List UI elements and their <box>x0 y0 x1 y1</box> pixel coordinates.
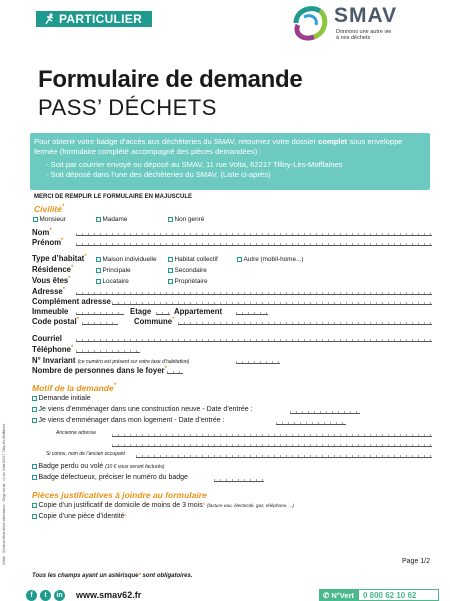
option-mon-logement[interactable]: Je viens d’emménager dans mon logement - Date d’entrée : <box>32 417 225 424</box>
invariant-field[interactable] <box>236 358 280 364</box>
nom-field[interactable] <box>76 230 432 236</box>
twitter-icon[interactable]: t <box>40 590 51 601</box>
website-link[interactable]: www.smav62.fr <box>76 590 142 600</box>
adresse-field[interactable] <box>76 289 432 295</box>
checkbox[interactable] <box>96 257 101 262</box>
social-links <box>26 590 65 601</box>
complement-label: Complément adresse <box>32 297 111 306</box>
checkbox[interactable] <box>96 268 101 273</box>
option-monsieur[interactable]: Monsieur <box>33 216 66 223</box>
sidebar-legal-text: SMAV · Syndicat Mixte Artois Valorisation · Siège social : 11 rue Volta 62217 Tilloy-lès-Mofflaines <box>2 423 6 565</box>
checkbox[interactable] <box>96 279 101 284</box>
complement-field[interactable] <box>112 299 432 305</box>
section-pieces: Pièces justificatives à joindre au formulaire <box>32 490 207 500</box>
checkbox[interactable] <box>32 475 37 480</box>
date-construction-field[interactable] <box>290 408 360 414</box>
logo-word: SMAV <box>334 4 398 27</box>
option-badge-defectueux[interactable]: Badge défectueux, préciser le numéro du badge <box>32 474 188 481</box>
telephone-field[interactable] <box>76 347 140 353</box>
numero-vert-label: ✆ N°Vert <box>319 589 358 601</box>
ancien-occupant-label: Si connu, nom de l’ancien occupant <box>46 451 125 457</box>
residence-label: Résidence* <box>32 265 74 274</box>
option-principale[interactable]: Principale <box>96 267 131 274</box>
option-proprietaire[interactable]: Propriétaire <box>168 278 208 285</box>
option-piece-identite[interactable]: Copie d’une pièce d’identité * <box>32 513 127 520</box>
linkedin-icon[interactable]: in <box>54 590 65 601</box>
option-construction-neuve[interactable]: Je viens d’emménager dans une construction neuve - Date d’entrée : <box>32 406 253 413</box>
etage-field[interactable] <box>156 309 170 315</box>
required-note: Tous les champs ayant un astérisque* sont obligatoires. <box>32 573 193 579</box>
date-logement-field[interactable] <box>276 419 346 425</box>
prenom-label: Prénom* <box>32 238 64 247</box>
option-secondaire[interactable]: Secondaire <box>168 267 207 274</box>
immeuble-field[interactable] <box>76 309 124 315</box>
numero-vert-number: 0 800 62 10 62 <box>358 589 439 601</box>
checkbox[interactable] <box>33 217 38 222</box>
checkbox[interactable] <box>168 217 173 222</box>
checkbox[interactable] <box>32 418 37 423</box>
ancien-occupant-field[interactable] <box>136 452 432 458</box>
courriel-label: Courriel <box>32 334 62 343</box>
page-number: Page 1/2 <box>402 558 431 565</box>
option-non-genre[interactable]: Non genré <box>168 216 204 223</box>
habitat-label: Type d’habitat* <box>32 254 87 263</box>
facebook-icon[interactable]: f <box>26 590 37 601</box>
checkbox[interactable] <box>237 257 242 262</box>
page-subtitle: PASS’ DÉCHETS <box>38 95 217 120</box>
page-title: Formulaire de demande <box>38 66 303 93</box>
prenom-field[interactable] <box>76 240 432 246</box>
smav-logo <box>290 3 440 43</box>
code-postal-field[interactable] <box>82 319 118 325</box>
form-instruction: MERCI DE REMPLIR LE FORMULAIRE EN MAJUSCULE <box>34 194 193 200</box>
ancienne-adresse-label: Ancienne adresse <box>56 430 97 436</box>
ancienne-adresse-field[interactable] <box>112 431 432 437</box>
invariant-note: (ce numéro est présent sur votre taxe d’habitation) <box>77 359 190 365</box>
invariant-label: N° Invariant (ce numéro est présent sur votre taxe d’habitation) <box>32 356 190 365</box>
ancienne-adresse-field-2[interactable] <box>112 441 432 447</box>
checkbox[interactable] <box>32 464 37 469</box>
section-motif: Motif de la demande* <box>32 383 117 393</box>
section-civilite: Civilité* <box>34 204 65 214</box>
option-maison[interactable]: Maison individuelle <box>96 256 157 263</box>
appartement-label: Appartement <box>174 307 223 316</box>
etage-label: Etage <box>130 307 152 316</box>
vous-etes-label: Vous êtes* <box>32 276 71 285</box>
option-autre[interactable]: Autre (mobil-home...) <box>237 256 304 263</box>
phone-icon: ✆ <box>323 590 330 600</box>
info-bullet: - Soit par courrier envoyé ou déposé au SMAV, 11 rue Volta, 62217 Tilloy-Lès-Mofflaines <box>46 160 424 170</box>
checkbox[interactable] <box>168 279 173 284</box>
option-badge-perdu[interactable]: Badge perdu ou volé (10 € vous seront facturés) <box>32 463 165 470</box>
smav-swirl-icon <box>290 3 332 43</box>
numero-vert[interactable] <box>319 589 439 601</box>
checkbox[interactable] <box>96 217 101 222</box>
person-running-icon <box>42 13 56 25</box>
commune-field[interactable] <box>178 319 432 325</box>
checkbox[interactable] <box>32 407 37 412</box>
checkbox[interactable] <box>32 514 37 519</box>
option-collectif[interactable]: Habitat collectif <box>168 256 218 263</box>
adresse-label: Adresse* <box>32 287 66 296</box>
option-justificatif-domicile[interactable]: Copie d’un justificatif de domicile de moins de 3 mois * (facture eau, électricité, gaz, téléphone, ...) <box>32 502 294 509</box>
badge-label: PARTICULIER <box>59 12 143 26</box>
particulier-badge <box>36 11 152 27</box>
numero-badge-field[interactable] <box>214 476 264 482</box>
info-bullet: - Soit déposé dans l’une des déchèteries du SMAV. (Liste ci-après) <box>46 170 424 180</box>
telephone-label: Téléphone* <box>32 345 74 354</box>
logo-tagline: Donnons une autre vie à nos déchets <box>336 29 392 41</box>
commune-label: Commune* <box>134 317 175 326</box>
nb-personnes-label: Nombre de personnes dans le foyer* <box>32 366 167 375</box>
code-postal-label: Code postal* <box>32 317 79 326</box>
checkbox[interactable] <box>32 503 37 508</box>
nom-label: Nom* <box>32 228 52 237</box>
option-demande-initiale[interactable]: Demande initiale <box>32 395 91 402</box>
info-text: Pour obtenir votre badge d’accès aux déchèteries du SMAV, retournez votre dossier complet sous enveloppe fermée (formulaire complété accompagné des pièces demandées) : <box>34 137 403 157</box>
appartement-field[interactable] <box>236 309 268 315</box>
checkbox[interactable] <box>168 268 173 273</box>
checkbox[interactable] <box>168 257 173 262</box>
option-locataire[interactable]: Locataire <box>96 278 129 285</box>
option-madame[interactable]: Madame <box>96 216 127 223</box>
info-box <box>30 133 430 190</box>
immeuble-label: Immeuble <box>32 307 69 316</box>
courriel-field[interactable] <box>76 336 432 342</box>
nb-personnes-field[interactable] <box>167 368 183 374</box>
checkbox[interactable] <box>32 396 37 401</box>
